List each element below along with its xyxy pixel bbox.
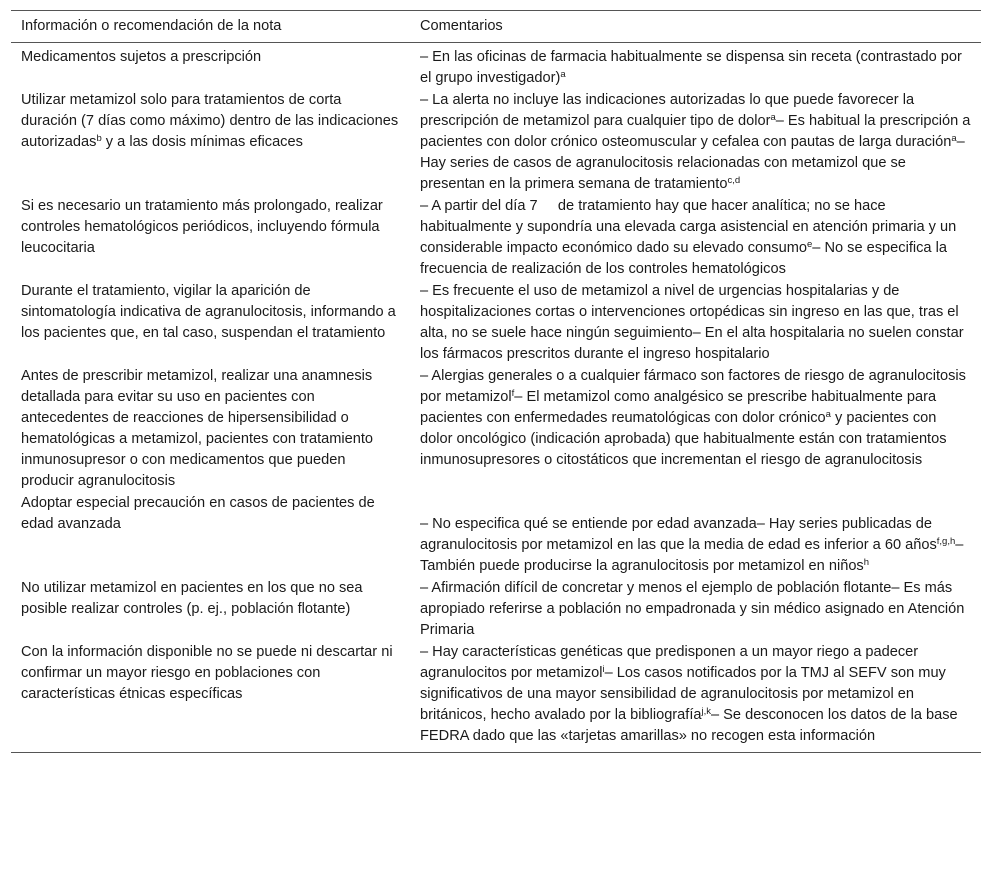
info-text: Si es necesario un tratamiento más prolongado, realizar controles hematológicos periódicos, incluyendo fórmula leucocitaria: [21, 198, 383, 256]
info-text: Antes de prescribir metamizol, realizar una anamnesis detallada para evitar su uso en pacientes con antecedentes de reacciones de hipersensibilidad o hematológicas a metamizol, pacientes con tratamiento inmunosupresor o con medicamentos que pueden producir agranulocitosis: [21, 368, 374, 489]
comment-text: – Se desconocen los datos de la base FEDRA dado que las «tarjetas amarillas» no recogen esta información: [420, 707, 958, 744]
info-cell: [11, 577, 410, 641]
info-text: Con la información disponible no se puede ni descartar ni confirmar un mayor riesgo en poblaciones con características étnicas específicas: [21, 644, 393, 702]
info-text: Durante el tratamiento, vigilar la aparición de sintomatología indicativa de agranulocitosis, informando a los pacientes que, en tal caso, suspendan el tratamiento: [21, 283, 396, 341]
table-row: [11, 280, 981, 365]
table-header-row: [11, 11, 981, 43]
info-cell: [11, 641, 410, 753]
table-row: [11, 492, 981, 577]
comment-cell: [410, 280, 981, 365]
info-text: Utilizar metamizol solo para tratamientos de corta duración (7 días como máximo) dentro de las indicaciones autorizadas: [21, 92, 399, 150]
comment-cell: [410, 195, 981, 280]
info-cell: [11, 492, 410, 577]
table-row: [11, 195, 981, 280]
comment-cell: [410, 492, 981, 577]
footnote-ref: i: [602, 664, 605, 675]
table-row: [11, 577, 981, 641]
info-text: y a las dosis mínimas eficaces: [101, 134, 303, 150]
comment-cell: [410, 577, 981, 641]
comment-text: – También puede producirse la agranulocitosis por metamizol en niños: [420, 537, 964, 574]
info-text: No utilizar metamizol en pacientes en los que no sea posible realizar controles (p. ej., población flotante): [21, 580, 363, 617]
table-row: [11, 89, 981, 195]
footnote-ref: a: [560, 69, 566, 80]
comment-text: – No especifica qué se entiende por edad avanzada: [420, 516, 757, 532]
recommendations-table: [11, 10, 981, 753]
comment-text: – Es más apropiado referirse a población no empadronada y sin médico asignado en Atención Primaria: [420, 580, 965, 638]
comment-text: – Es frecuente el uso de metamizol a nivel de urgencias hospitalarias y de hospitalizaciones cortas o intervenciones ortopédicas sin ingreso en las que, tras el alta, no se suele hace ningún seguimiento: [420, 283, 959, 341]
comment-text: – Alergias generales o a cualquier fármaco son factores de riesgo de agranulocitosis por metamizol: [420, 368, 966, 405]
table-row: [11, 365, 981, 492]
comment-cell: [410, 89, 981, 195]
info-cell: [11, 280, 410, 365]
footnote-ref: h: [863, 557, 870, 568]
footnote-ref: e: [806, 239, 813, 250]
comment-text: – Hay series publicadas de agranulocitosis por metamizol en las que la media de edad es inferior a 60 años: [420, 516, 937, 553]
info-text: Adoptar especial precaución en casos de pacientes de edad avanzada: [21, 495, 375, 532]
comment-text: – Hay series de casos de agranulocitosis relacionadas con metamizol que se presentan en la primera semana de tratamiento: [420, 134, 965, 192]
comment-text: y pacientes con dolor oncológico (indicación aprobada) que habitualmente están con tratamientos inmunosupresores o citostáticos que incrementan el riesgo de agranulocitosis: [420, 410, 947, 468]
table-row: [11, 43, 981, 90]
comment-cell: [410, 365, 981, 492]
comment-cell: [410, 43, 981, 90]
comment-text: – Es habitual la prescripción a pacientes con dolor crónico osteomuscular y cefalea con pautas de larga duración: [420, 113, 971, 150]
info-text: Medicamentos sujetos a prescripción: [21, 49, 262, 65]
footnote-ref: a: [951, 133, 957, 144]
footnote-ref: a: [770, 112, 776, 123]
comment-text: – Los casos notificados por la TMJ al SEFV son muy significativos de una mayor sensibilidad de agranulocitosis por metamizol en británicos, hecho avalado por la bibliografía: [420, 665, 946, 723]
comment-text: – No se especifica la frecuencia de realización de los controles hematológicos: [420, 240, 947, 277]
footnote-ref: f,g,h: [936, 536, 956, 547]
comment-text: – En el alta hospitalaria no suelen constar los fármacos prescritos durante el ingreso hospitalario: [420, 325, 964, 362]
info-cell: [11, 89, 410, 195]
comment-text: – En las oficinas de farmacia habitualmente se dispensa sin receta (contrastado por el grupo investigador): [420, 49, 962, 86]
column-header-comments: Comentarios: [410, 11, 981, 43]
comment-text: – Afirmación difícil de concretar y menos el ejemplo de población flotante: [420, 580, 892, 596]
info-cell: [11, 195, 410, 280]
footnote-ref: a: [825, 409, 831, 420]
info-cell: [11, 365, 410, 492]
table-row: [11, 641, 981, 753]
footnote-ref: b: [96, 133, 102, 144]
comment-cell: [410, 641, 981, 753]
comment-text: – A partir del día 7 de tratamiento hay que hacer analítica; no se hace habitualmente y supondría una elevada carga asistencial en atención primaria y un considerable impacto económico dado su elevado consumo: [420, 198, 961, 256]
comment-text: – La alerta no incluye las indicaciones autorizadas lo que puede favorecer la prescripción de metamizol para cualquier tipo de dolor: [420, 92, 915, 129]
info-cell: [11, 43, 410, 90]
comment-text: – Hay características genéticas que predisponen a un mayor riego a padecer agranulocitos por metamizol: [420, 644, 919, 681]
footnote-ref: j,k: [701, 706, 712, 717]
footnote-ref: c,d: [727, 175, 741, 186]
comment-text: – El metamizol como analgésico se prescribe habitualmente para pacientes con enfermedades reumatológicas con dolor crónico: [420, 389, 937, 426]
footnote-ref: f: [511, 388, 515, 399]
column-header-info: Información o recomendación de la nota: [11, 11, 410, 43]
